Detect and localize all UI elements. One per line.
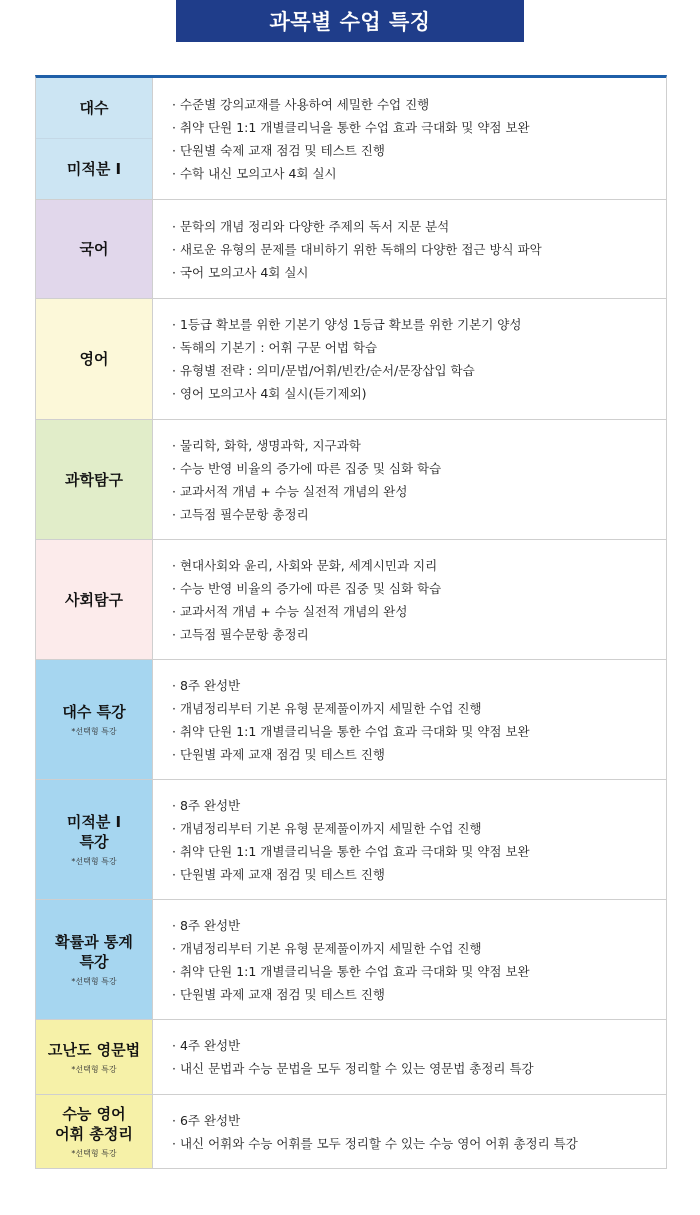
optional-course-note: *선택형 특강: [71, 1064, 117, 1074]
description-line: · 1등급 확보를 위한 기본기 양성 1등급 확보를 위한 기본기 양성: [172, 317, 522, 332]
subject-label-group: [36, 1095, 152, 1168]
subject-label-group: [36, 540, 152, 659]
subject-cell: [36, 1095, 153, 1168]
subject-features-table: [35, 75, 667, 1169]
table-row: [36, 420, 666, 540]
optional-course-note: *선택형 특강: [71, 857, 117, 866]
subject-name: 대수: [79, 99, 109, 117]
description-cell: [153, 660, 666, 779]
description-line: · 고득점 필수문항 총정리: [172, 626, 309, 642]
page-title: 과목별 수업 특징: [176, 0, 524, 42]
description-cell: [153, 1095, 666, 1168]
subject-name: 미적분 I: [66, 160, 122, 178]
description-line: · 내신 어휘와 수능 어휘를 모두 정리할 수 있는 수능 영어 어휘 총정리 특강: [172, 1135, 578, 1151]
description-line: · 수학 내신 모의고사 4회 실시: [172, 165, 337, 181]
subject-label-group: [36, 420, 152, 539]
subject-cell: [36, 900, 153, 1019]
description-line: · 국어 모의고사 4회 실시: [172, 264, 309, 280]
table-row: [36, 1020, 666, 1095]
subject-label-group: [36, 138, 152, 199]
description-line: · 8주 완성반: [172, 677, 241, 693]
description-line: · 고득점 필수문항 총정리: [172, 506, 309, 522]
description-line: · 단원별 과제 교재 점검 및 테스트 진행: [172, 746, 385, 762]
description-line: · 8주 완성반: [172, 797, 241, 813]
description-line: · 물리학, 화학, 생명과학, 지구과학: [172, 437, 361, 453]
description-cell: [153, 1020, 666, 1094]
description-line: · 취약 단원 1:1 개별클리닉을 통한 수업 효과 극대화 및 약점 보완: [172, 963, 530, 979]
subject-cell: [36, 299, 153, 419]
subject-label-group: [36, 900, 152, 1019]
description-line: · 취약 단원 1:1 개별클리닉을 통한 수업 효과 극대화 및 약점 보완: [172, 119, 530, 135]
description-line: · 현대사회와 윤리, 사회와 문화, 세계시민과 지리: [172, 557, 438, 573]
description-line: · 새로운 유형의 문제를 대비하기 위한 독해의 다양한 접근 방식 파악: [172, 241, 542, 257]
subject-cell: [36, 1020, 153, 1094]
description-cell: [153, 780, 666, 899]
subject-cell: [36, 540, 153, 659]
description-line: · 단원별 과제 교재 점검 및 테스트 진행: [172, 986, 385, 1002]
subject-label-group: [36, 660, 152, 779]
optional-course-note: *선택형 특강: [71, 727, 117, 736]
subject-cell: [36, 200, 153, 298]
description-cell: [153, 420, 666, 539]
subject-label-group: [36, 1020, 152, 1094]
description-cell: [153, 299, 666, 419]
description-line: · 개념정리부터 기본 유형 문제풀이까지 세밀한 수업 진행: [172, 820, 482, 836]
subject-name: 영어: [79, 350, 109, 368]
description-line: · 문학의 개념 정리와 다양한 주제의 독서 지문 분석: [172, 218, 450, 234]
description-line: · 수능 반영 비율의 증가에 따른 집중 및 심화 학습: [172, 460, 442, 476]
description-line: · 개념정리부터 기본 유형 문제풀이까지 세밀한 수업 진행: [172, 940, 482, 956]
subject-name: 대수 특강: [62, 703, 126, 721]
description-line: · 교과서적 개념 + 수능 실전적 개념의 완성: [172, 603, 408, 619]
description-line: · 취약 단원 1:1 개별클리닉을 통한 수업 효과 극대화 및 약점 보완: [172, 723, 530, 739]
description-line: · 4주 완성반: [172, 1038, 241, 1053]
subject-name: 확률과 통계: [55, 933, 133, 951]
description-cell: [153, 200, 666, 298]
subject-label-group: [36, 780, 152, 899]
subject-cell: [36, 660, 153, 779]
description-line: · 유형별 전략 : 의미/문법/어휘/빈칸/순서/문장삽입 학습: [172, 363, 475, 378]
description-line: · 단원별 과제 교재 점검 및 테스트 진행: [172, 866, 385, 882]
table-row: [36, 200, 666, 299]
subject-name: 특강: [79, 833, 109, 851]
description-line: · 개념정리부터 기본 유형 문제풀이까지 세밀한 수업 진행: [172, 700, 482, 716]
description-line: · 영어 모의고사 4회 실시(듣기제외): [172, 386, 367, 401]
subject-name: 과학탐구: [65, 470, 123, 489]
table-row: [36, 660, 666, 780]
table-row: [36, 780, 666, 900]
subject-name: 고난도 영문법: [47, 1040, 141, 1059]
subject-cell: [36, 420, 153, 539]
table-row: [36, 78, 666, 200]
description-line: · 취약 단원 1:1 개별클리닉을 통한 수업 효과 극대화 및 약점 보완: [172, 843, 530, 859]
optional-course-note: *선택형 특강: [71, 1149, 117, 1158]
table-row: [36, 540, 666, 660]
optional-course-note: *선택형 특강: [71, 977, 117, 986]
subject-label-group: [36, 299, 152, 419]
description-cell: [153, 540, 666, 659]
subject-name: 사회탐구: [65, 590, 123, 609]
subject-label-group: [36, 78, 152, 138]
description-line: · 8주 완성반: [172, 917, 241, 933]
subject-name: 특강: [79, 953, 109, 971]
subject-name: 어휘 총정리: [55, 1125, 133, 1143]
table-row: [36, 900, 666, 1020]
subject-cell: [36, 780, 153, 899]
description-cell: [153, 78, 666, 199]
subject-cell: [36, 78, 153, 199]
subject-name: 국어: [79, 240, 109, 258]
subject-name: 미적분 I: [66, 813, 122, 831]
description-cell: [153, 900, 666, 1019]
description-line: · 단원별 숙제 교재 점검 및 테스트 진행: [172, 142, 385, 158]
subject-name: 수능 영어: [62, 1105, 126, 1123]
description-line: · 수준별 강의교재를 사용하여 세밀한 수업 진행: [172, 96, 430, 112]
subject-label-group: [36, 200, 152, 298]
description-line: · 수능 반영 비율의 증가에 따른 집중 및 심화 학습: [172, 580, 442, 596]
description-line: · 독해의 기본기 : 어휘 구문 어법 학습: [172, 340, 378, 355]
table-row: [36, 1095, 666, 1169]
description-line: · 내신 문법과 수능 문법을 모두 정리할 수 있는 영문법 총정리 특강: [172, 1061, 534, 1076]
table-row: [36, 299, 666, 420]
description-line: · 교과서적 개념 + 수능 실전적 개념의 완성: [172, 483, 408, 499]
description-line: · 6주 완성반: [172, 1112, 241, 1128]
